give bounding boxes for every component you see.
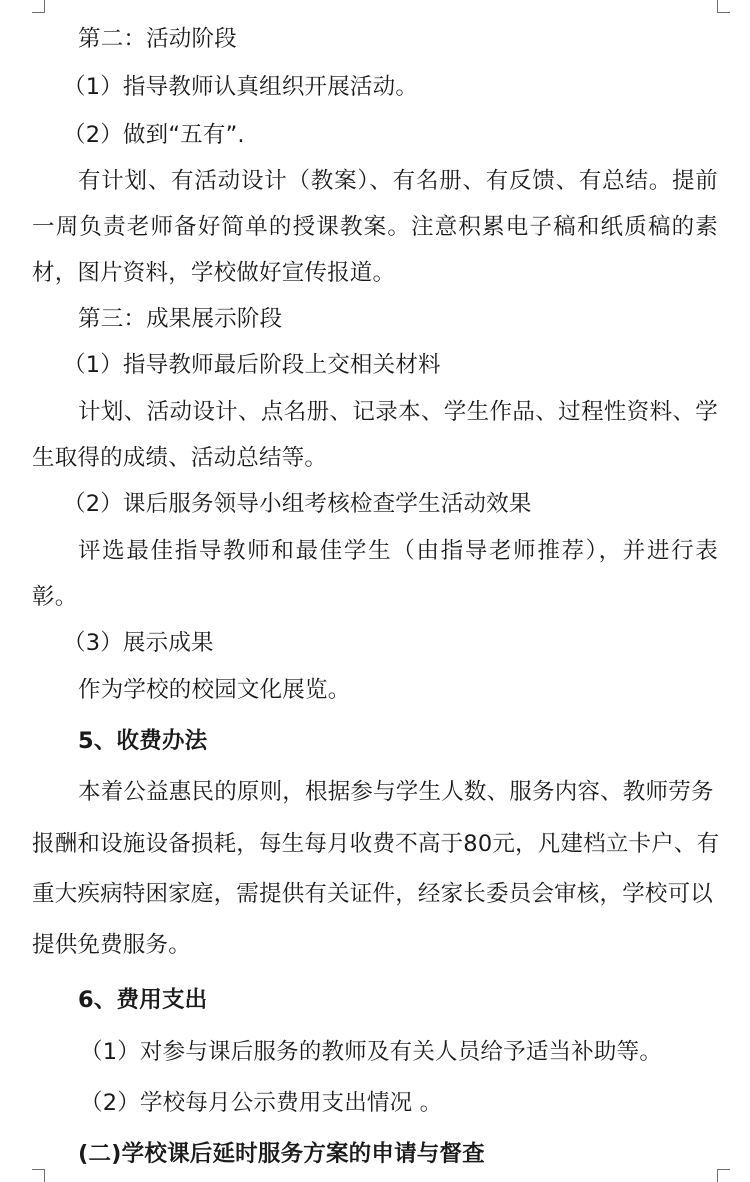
fee-method-heading: 5、收费办法: [78, 728, 208, 754]
five-haves-paragraph-line-3: 材，图片资料，学校做好宣传报道。: [32, 260, 396, 286]
five-haves-paragraph-line-1: 有计划、有活动设计（教案）、有名册、有反馈、有总结。提前: [78, 168, 718, 194]
expense-item-2: （2）学校每月公示费用支出情况 。: [80, 1090, 443, 1116]
selection-paragraph-line-2: 彰。: [32, 584, 78, 610]
stage-two-item-1: （1）指导教师认真组织开展活动。: [63, 74, 419, 100]
fee-paragraph-line-3: 重大疾病特困家庭，需提供有关证件，经家长委员会审核，学校可以: [32, 881, 714, 907]
materials-paragraph-line-1: 计划、活动设计、点名册、记录本、学生作品、过程性资料、学: [78, 399, 718, 425]
stage-three-item-2: （2）课后服务领导小组考核检查学生活动效果: [63, 491, 532, 517]
exhibition-paragraph: 作为学校的校园文化展览。: [78, 677, 351, 703]
fee-paragraph-line-1: 本着公益惠民的原则，根据参与学生人数、服务内容、教师劳务: [78, 779, 714, 805]
stage-three-item-3: （3）展示成果: [63, 630, 214, 656]
selection-paragraph-line-1: 评选最佳指导教师和最佳学生（由指导老师推荐），并进行表: [78, 538, 718, 564]
stage-three-item-1: （1）指导教师最后阶段上交相关材料: [63, 352, 441, 378]
stage-two-item-2: （2）做到“五有”.: [63, 122, 245, 148]
fee-paragraph-line-4: 提供免费服务。: [32, 932, 191, 958]
materials-paragraph-line-2: 生取得的成绩、活动总结等。: [32, 445, 328, 471]
five-haves-paragraph-line-2: 一周负责老师备好简单的授课教案。注意积累电子稿和纸质稿的素: [32, 214, 718, 240]
crop-mark-top-right: [717, 0, 730, 13]
crop-mark-top-left: [32, 0, 45, 13]
crop-mark-bottom-left: [32, 1169, 45, 1182]
section-two-heading: (二)学校课后延时服务方案的申请与督查: [78, 1141, 485, 1167]
fee-paragraph-line-2: 报酬和设施设备损耗，每生每月收费不高于80元，凡建档立卡户、有: [32, 831, 720, 857]
stage-three-heading: 第三：成果展示阶段: [78, 306, 283, 332]
expense-heading: 6、费用支出: [78, 987, 208, 1013]
expense-item-1: （1）对参与课后服务的教师及有关人员给予适当补助等。: [80, 1039, 663, 1065]
crop-mark-bottom-right: [717, 1169, 730, 1182]
stage-two-heading: 第二：活动阶段: [78, 26, 237, 52]
